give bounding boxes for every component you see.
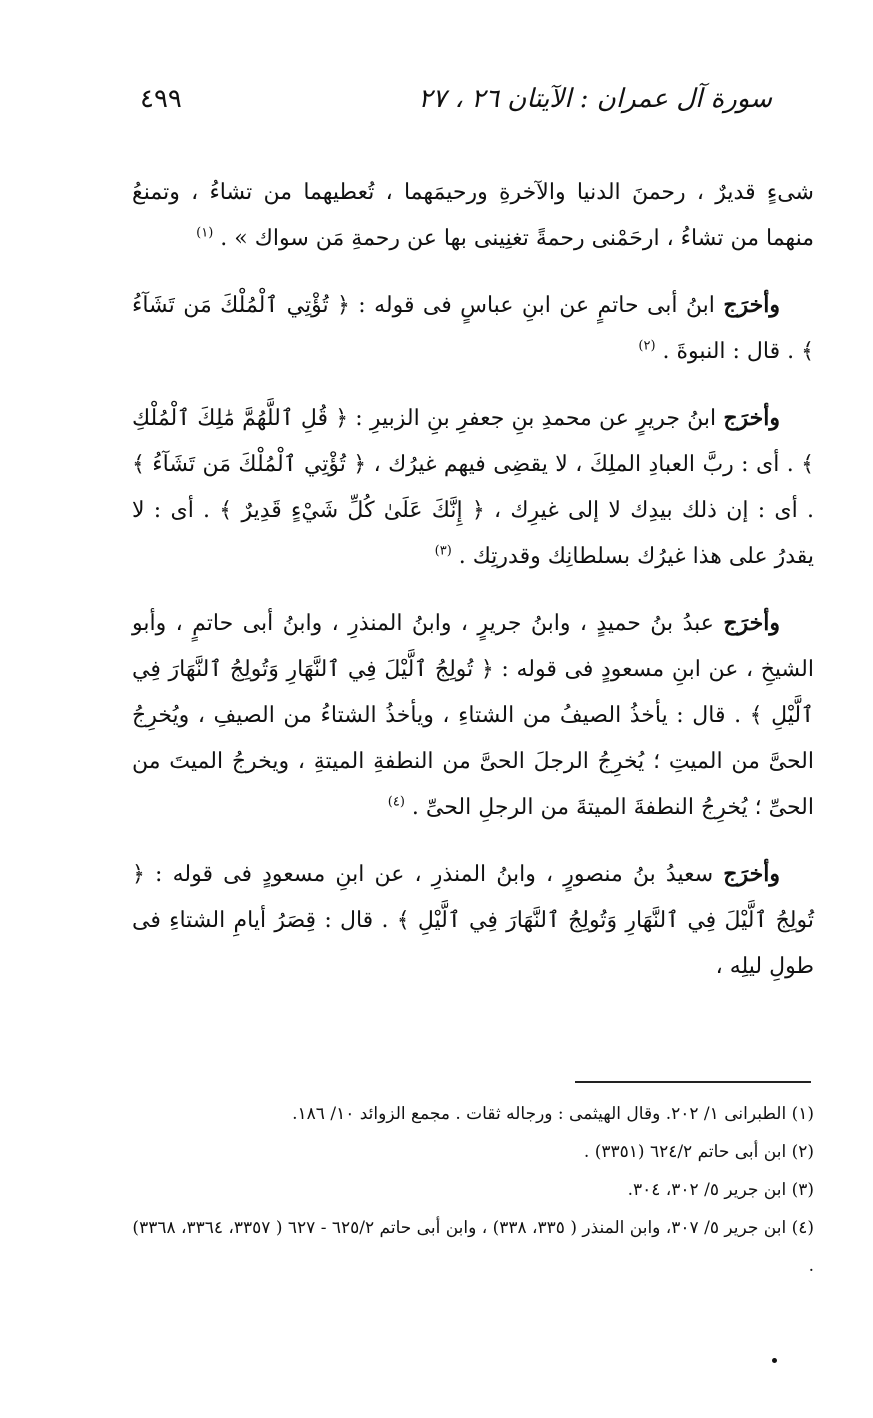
paragraph-text: سعيدُ بنُ منصورٍ ، وابنُ المنذرِ ، عن ابنِ مسعودٍ فى قوله : ﴿ تُولِجُ ٱلَّيْلَ فِي ٱلنَّهَارِ وَتُولِجُ ٱلنَّهَارَ فِي ٱلَّيْلِ ﴾ . قال : قِصَرُ أيامِ الشتاءِ فى طولِ ليلِه ، <box>132 862 814 979</box>
footnote-ref: (٢) <box>638 338 656 354</box>
header-divider <box>140 130 812 131</box>
paragraph <box>132 282 814 375</box>
main-text <box>132 170 814 1010</box>
paragraph-lead: وأخرَج <box>723 861 780 887</box>
footnote-ref: (٤) <box>387 794 405 810</box>
footnote-4: (٤) ابن جرير ٥/ ٣٠٧، وابن المنذر ( ٣٣٥، ٣٣٨) ، وابن أبى حاتم ٦٢٥/٢ - ٦٢٧ ( ٣٣٥٧، ٣٣٦٤، ٣٣٦٨) . <box>132 1218 814 1276</box>
footnote-divider <box>575 1081 811 1083</box>
page-number: ٤٩٩ <box>140 84 182 114</box>
footnotes <box>132 1095 814 1285</box>
paragraph <box>132 170 814 262</box>
footnote-ref: (١) <box>196 225 214 241</box>
footnote-3: (٣) ابن جرير ٥/ ٣٠٢، ٣٠٤. <box>627 1180 814 1200</box>
paragraph-lead: وأخرَج <box>723 292 780 318</box>
paragraph <box>132 851 814 990</box>
paragraph-lead: وأخرَج <box>723 405 781 431</box>
page-dot-mark <box>772 1358 777 1363</box>
paragraph-text: عبدُ بنُ حميدٍ ، وابنُ جريرٍ ، وابنُ المنذرِ ، وابنُ أبى حاتمٍ ، وأبو الشيخِ ، عن ابنِ مسعودٍ فى قوله : ﴿ تُولِجُ ٱلَّيْلَ فِي ٱلنَّهَارِ وَتُولِجُ ٱلنَّهَارَ فِي ٱلَّيْلِ ﴾ . قال : يأخذُ الصيفُ من الشتاءِ ، ويأخذُ الشتاءُ من الصيفِ ، ويُخرِجُ الحىَّ من الميتِ ؛ يُخرِجُ الرجلَ الحىَّ من النطفةِ الميتةِ ، ويخرجُ الميتَ من الحىِّ ؛ يُخرِجُ النطفةَ الميتةَ من الرجلِ الحىِّ . <box>132 611 814 820</box>
footnote-1: (١) الطبرانى ١/ ٢٠٢. وقال الهيثمى : ورجاله ثقات . مجمع الزوائد ١٠/ ١٨٦. <box>292 1104 814 1124</box>
paragraph <box>132 395 814 580</box>
paragraph <box>132 600 814 831</box>
paragraph-text: ابنُ أبى حاتمٍ عن ابنِ عباسٍ فى قوله : ﴿ تُؤْتِي ٱلْمُلْكَ مَن تَشَآءُ ﴾ . قال : النبوةَ . <box>132 293 814 364</box>
footnote-2: (٢) ابن أبى حاتم ٦٢٤/٢ (٣٣٥١) . <box>583 1142 814 1162</box>
paragraph-text: ابنُ جريرٍ عن محمدِ بنِ جعفرِ بنِ الزبيرِ : ﴿ قُلِ ٱللَّهُمَّ مَٰلِكَ ٱلْمُلْكِ ﴾ . أى : ربَّ العبادِ الملِكَ ، لا يقضِى فيهم غيرُك ، ﴿ تُؤْتِي ٱلْمُلْكَ مَن تَشَآءُ ﴾ . أى : إن ذلك بيدِك لا إلى غيرِك ، ﴿ إِنَّكَ عَلَىٰ كُلِّ شَيْءٍ قَدِيرٌ ﴾ . أى : لا يقدرُ على هذا غيرُك بسلطانِك وقدرتِك . <box>132 406 814 569</box>
paragraph-text: شىءٍ قديرٌ ، رحمنَ الدنيا والآخرةِ ورحيمَهما ، تُعطيهما من تشاءُ ، وتمنعُ منهما من تشاءُ ، ارحَمْنى رحمةً تغنِينى بها عن رحمةِ مَن سواك » . <box>132 180 814 251</box>
paragraph-lead: وأخرَج <box>723 610 780 636</box>
running-title: سورة آل عمران : الآيتان ٢٦ ، ٢٧ <box>418 84 772 114</box>
footnote-ref: (٣) <box>434 543 452 559</box>
page-header <box>140 84 812 124</box>
